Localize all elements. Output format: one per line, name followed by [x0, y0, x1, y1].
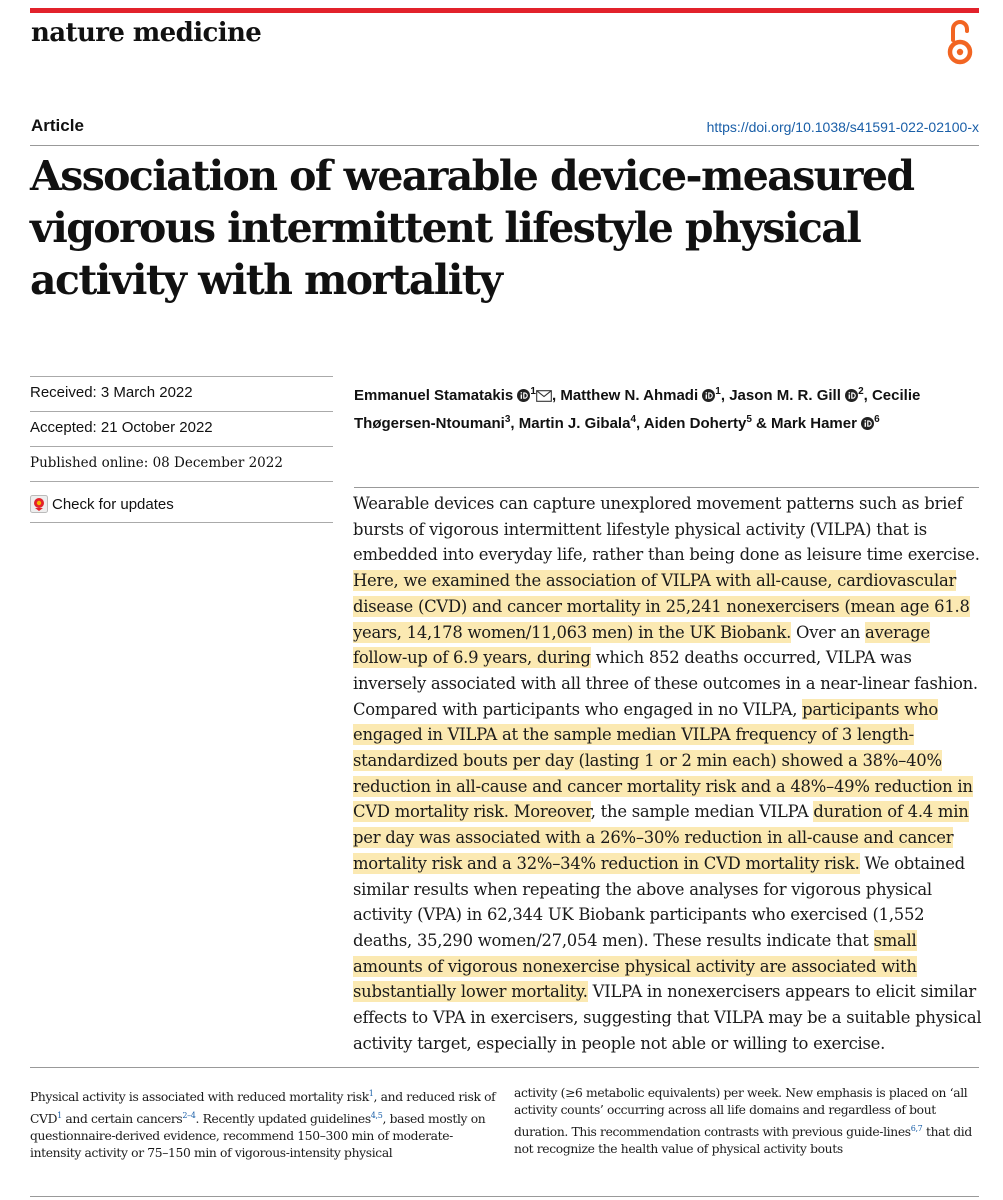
abstract-text: which 852 deaths occurred, VILPA was inversely associated with all three of these outcomes in a near-linear fashion. Compared with participants who engaged in no VILPA, — [353, 648, 978, 719]
check-for-updates-icon — [30, 495, 48, 513]
article-dates — [30, 376, 333, 523]
orcid-icon[interactable] — [702, 389, 715, 402]
citation-link[interactable]: 2–4 — [182, 1110, 196, 1120]
orcid-icon[interactable] — [845, 389, 858, 402]
body-text: activity (≥6 metabolic equivalents) per week. New emphasis is placed on ‘all activity counts’ occurring across all life domains and regardless of bout duration. This recommendation contrasts with previous guide-lines — [514, 1086, 968, 1139]
body-divider — [30, 1067, 979, 1068]
orcid-icon[interactable] — [861, 417, 874, 430]
body-text: , based mostly on questionnaire-derived evidence, recommend 150–300 min of moderate-intensity activity or 75–150 min of vigorous-intensity physical — [30, 1111, 486, 1161]
abstract-text: Over an — [791, 622, 866, 642]
abstract-divider — [354, 487, 979, 488]
body-text: , and reduced risk of CVD — [30, 1090, 496, 1126]
author-name[interactable]: Mark Hamer — [771, 415, 857, 432]
body-text: and certain cancers — [61, 1111, 183, 1126]
body-text: that did not recognize the health value of physical activity bouts — [514, 1124, 972, 1157]
author-name[interactable]: Emmanuel Stamatakis — [354, 387, 514, 404]
author-name[interactable]: Cecilie Thøgersen-Ntoumani — [354, 387, 921, 432]
abstract-text: , the sample median VILPA — [590, 802, 814, 822]
abstract — [353, 491, 983, 1056]
highlighted-text: participants who engaged in VILPA at the sample median VILPA frequency of 3 length-standardized bouts per day (lasting 1 or 2 min each) showed a 38%–40% reduction in all-cause and cancer mortality risk and a 48%–49% reduction in CVD mortality risk. Moreover — [353, 699, 973, 822]
author-list: Emmanuel Stamatakis $^1$ , Matthew N. Ahmadi $^1$, Jason M. R. Gill $^2$, Cecilie Thøgersen-Ntoumani$^3$, Martin J. Gibala$^4$, Aiden Doherty$^5$ & Mark Hamer $^6$ — [354, 386, 921, 432]
orcid-icon[interactable] — [517, 389, 530, 402]
body-column-right — [514, 1085, 980, 1159]
footer-divider — [30, 1196, 979, 1197]
author-name[interactable]: Aiden Doherty — [643, 415, 747, 432]
doi-link[interactable]: https://doi.org/10.1038/s41591-022-02100-x — [706, 119, 979, 135]
affiliation-number[interactable]: 2 — [858, 386, 864, 397]
body-text: . Recently updated guidelines — [195, 1111, 371, 1126]
received-date: Received: 3 March 2022 — [30, 376, 333, 411]
highlighted-text: average follow-up of 6.9 years, during — [353, 622, 930, 668]
article-title: Association of wearable device-measured vigorous intermittent lifestyle physical activity with mortality — [30, 152, 914, 304]
highlighted-text: small amounts of vigorous nonexercise physical activity are associated with substantially lower mortality. — [353, 930, 917, 1002]
body-text: Physical activity is associated with reduced mortality risk — [30, 1090, 369, 1105]
email-envelope-icon[interactable] — [536, 390, 552, 402]
citation-link[interactable]: 4,5 — [370, 1110, 383, 1120]
author-name[interactable]: Matthew N. Ahmadi — [560, 387, 699, 404]
affiliation-number[interactable]: 4 — [630, 414, 637, 425]
journal-name[interactable]: nature medicine — [31, 18, 262, 48]
published-date: Published online: 08 December 2022 — [30, 446, 333, 481]
citation-link[interactable]: 1 — [57, 1110, 62, 1120]
highlighted-text: duration of 4.4 min per day was associated with a 26%–30% reduction in all-cause and cancer mortality risk and a 32%–34% reduction in CVD mortality risk. — [353, 802, 969, 873]
open-access-icon[interactable] — [944, 16, 976, 66]
abstract-text: We obtained similar results when repeating the above analyses for vigorous physical activity (VPA) in 62,344 UK Biobank participants who exercised (1,552 deaths, 35,290 women/27,054 men). These results indicate that — [353, 853, 965, 950]
highlighted-text: Here, we examined the association of VILPA with all-cause, cardiovascular disease (CVD) and cancer mortality in 25,241 nonexercisers (mean age 61.8 years, 14,178 women/11,063 men) in the UK Biobank. — [353, 571, 970, 642]
author-name[interactable]: Martin J. Gibala — [518, 415, 631, 432]
journal-top-bar — [30, 8, 979, 13]
accepted-date: Accepted: 21 October 2022 — [30, 411, 333, 446]
check-for-updates-button[interactable] — [30, 481, 333, 523]
citation-link[interactable]: 1 — [368, 1089, 374, 1098]
abstract-text: Wearable devices can capture unexplored movement patterns such as brief bursts of vigorous intermittent lifestyle physical activity (VILPA) that is embedded into everyday life, rather than being done as leisure time exercise. — [353, 494, 980, 565]
check-for-updates-label: Check for updates — [52, 495, 174, 513]
affiliation-number[interactable]: 3 — [504, 414, 511, 425]
article-type: Article — [31, 116, 84, 135]
affiliation-number[interactable]: 1 — [530, 386, 536, 397]
body-column-left — [30, 1085, 496, 1163]
affiliation-number[interactable]: 1 — [715, 386, 721, 397]
header-divider — [30, 145, 979, 146]
affiliation-number[interactable]: 6 — [874, 414, 880, 425]
abstract-text: VILPA in nonexercisers appears to elicit similar effects to VPA in exercisers, suggesting that VILPA may be a suitable physical activity target, especially in people not able or willing to exercise. — [353, 982, 982, 1053]
affiliation-number[interactable]: 5 — [746, 414, 752, 425]
author-name[interactable]: Jason M. R. Gill — [729, 387, 841, 404]
citation-link[interactable]: 6,7 — [910, 1123, 923, 1133]
